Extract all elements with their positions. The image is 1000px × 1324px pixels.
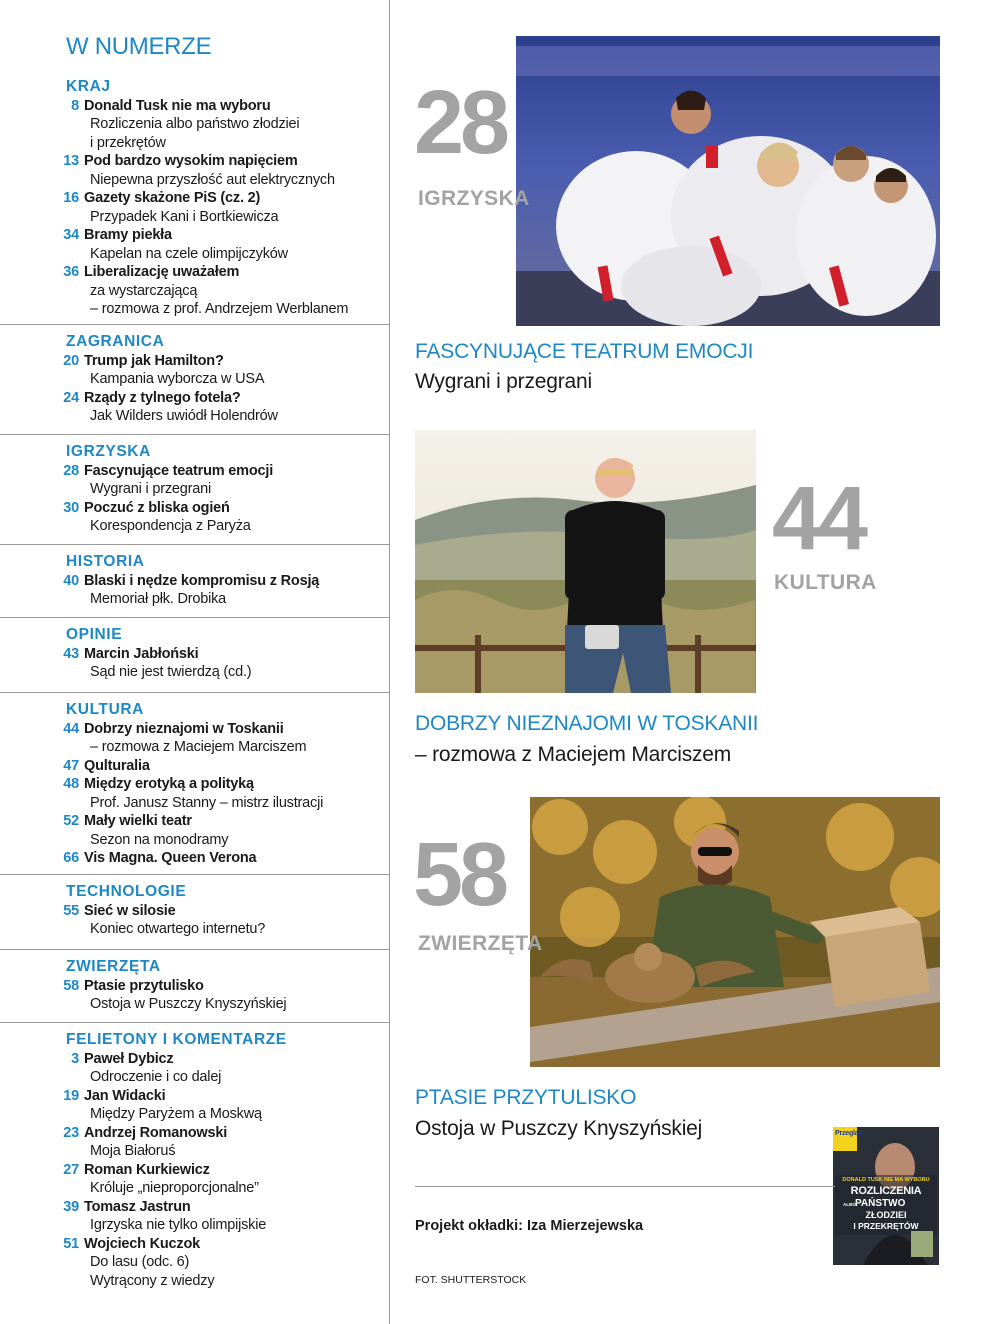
article-subtitle: Wygrani i przegrani: [90, 481, 211, 497]
article-subtitle: Kampania wyborcza w USA: [90, 371, 265, 387]
toc-entry-line: [0, 1050, 390, 1069]
article-title: Poczuć z bliska ogień: [84, 499, 230, 516]
page-number: 39: [63, 1198, 79, 1215]
feature-title-3[interactable]: PTASIE PRZYTULISKO: [415, 1086, 637, 1109]
feature-number-28: 28: [414, 73, 507, 173]
article-title: Vis Magna. Queen Verona: [84, 850, 257, 866]
toc-entry[interactable]: [0, 499, 390, 536]
article-title: Fascynujące teatrum emocji: [84, 462, 274, 479]
article-subtitle: Rozliczenia albo państwo złodziei: [90, 116, 300, 132]
article-subtitle: Niepewna przyszłość aut elektrycznych: [90, 171, 335, 188]
article-title: Qulturalia: [84, 757, 150, 774]
page-number: 28: [63, 462, 79, 479]
section-divider: [0, 544, 390, 545]
article-subtitle: Odroczenie i co dalej: [90, 1069, 222, 1085]
toc-entry-line: [0, 226, 390, 245]
toc-entry[interactable]: [0, 352, 390, 389]
toc-entry[interactable]: [0, 462, 390, 499]
page-number: 34: [63, 227, 79, 243]
article-title: Donald Tusk nie ma wyboru: [84, 97, 271, 114]
toc-section: [0, 333, 390, 426]
table-of-contents: [0, 0, 390, 1324]
toc-entry-line: [0, 757, 390, 776]
page-number: 30: [63, 499, 79, 516]
feature-category-zwierzeta: ZWIERZĘTA: [418, 932, 543, 955]
page-number: 13: [63, 153, 79, 169]
feature-subtitle-3: Ostoja w Puszczy Knyszyńskiej: [415, 1117, 703, 1140]
toc-entry-line: [0, 902, 390, 921]
toc-entry[interactable]: [0, 97, 390, 153]
article-subtitle: Wytrącony z wiedzy: [90, 1272, 215, 1289]
toc-entry[interactable]: [0, 263, 390, 319]
photo-credit: FOT. SHUTTERSTOCK: [415, 1274, 527, 1286]
toc-entry-line: [0, 1235, 390, 1254]
article-title: Liberalizację uważałem: [84, 264, 240, 280]
feature-category-igrzyska: IGRZYSKA: [418, 187, 530, 210]
article-subtitle: Korespondencja z Paryża: [90, 518, 251, 534]
article-subtitle: Prof. Janusz Stanny – mistrz ilustracji: [90, 794, 324, 811]
toc-entry-line: [0, 189, 390, 208]
cover-headline-1: ROZLICZENIA: [850, 1185, 922, 1197]
page-number: 40: [63, 572, 79, 589]
toc-entry[interactable]: [0, 1235, 390, 1291]
section-heading: FELIETONY I KOMENTARZE: [66, 1031, 287, 1048]
fencers-image: [516, 36, 940, 326]
page-number: 55: [63, 902, 79, 919]
article-title: Paweł Dybicz: [84, 1050, 174, 1067]
magazine-cover-thumbnail[interactable]: [833, 1127, 939, 1265]
article-subtitle: Moja Białoruś: [90, 1143, 176, 1159]
article-title: Roman Kurkiewicz: [84, 1161, 210, 1178]
article-title: Sieć w silosie: [84, 902, 176, 919]
toc-entry[interactable]: [0, 572, 390, 609]
toc-entry-line: [0, 152, 390, 171]
toc-section: [0, 883, 390, 939]
page-number: 36: [63, 264, 79, 280]
page-number: 23: [63, 1124, 79, 1141]
toc-entry[interactable]: [0, 189, 390, 226]
page-number: 19: [63, 1087, 79, 1104]
article-title: Wojciech Kuczok: [84, 1235, 200, 1252]
page-number: 48: [63, 776, 79, 792]
article-subtitle: Igrzyska nie tylko olimpijskie: [90, 1217, 267, 1233]
page-number: 24: [63, 389, 79, 406]
toc-section: [0, 443, 390, 536]
cover-design-credit: Projekt okładki: Iza Mierzejewska: [415, 1218, 644, 1234]
feature-title-2[interactable]: DOBRZY NIEZNAJOMI W TOSKANII: [415, 712, 759, 735]
toc-entry-line: [0, 720, 390, 739]
article-subtitle: Jak Wilders uwiódł Holendrów: [90, 408, 278, 424]
cover-headline-2: PAŃSTWO: [855, 1198, 906, 1209]
section-heading: HISTORIA: [66, 553, 145, 570]
section-heading: ZWIERZĘTA: [66, 958, 161, 975]
feature-subtitle-2: – rozmowa z Maciejem Marciszem: [415, 743, 732, 766]
section-divider: [0, 949, 390, 950]
section-divider: [0, 617, 390, 618]
article-subtitle: Kapelan na czele olimpijczyków: [90, 245, 288, 262]
toc-entry[interactable]: [0, 757, 390, 776]
article-subtitle: za wystarczającą: [90, 282, 198, 299]
feature-title-1[interactable]: FASCYNUJĄCE TEATRUM EMOCJI: [415, 340, 754, 363]
page-number: 3: [71, 1050, 79, 1067]
toc-section: [0, 553, 390, 609]
toc-entry[interactable]: [0, 1198, 390, 1235]
article-title: Rządy z tylnego fotela?: [84, 389, 241, 406]
article-title: Marcin Jabłoński: [84, 645, 199, 662]
toc-entry-line: [0, 1161, 390, 1180]
article-title: Andrzej Romanowski: [84, 1124, 228, 1141]
page-number: 66: [63, 850, 79, 866]
toc-entry[interactable]: [0, 849, 390, 868]
tuscany-image: [415, 430, 756, 693]
section-heading: OPINIE: [66, 626, 123, 643]
page-number: 27: [63, 1161, 79, 1178]
article-subtitle: Króluje „nieproporcjonalne”: [90, 1180, 259, 1196]
page-number: 51: [63, 1235, 79, 1252]
toc-entry[interactable]: [0, 645, 390, 682]
toc-entry-line: [0, 499, 390, 518]
cover-headline-4: I PRZEKRĘTÓW: [853, 1221, 919, 1231]
feature-number-58: 58: [413, 825, 506, 925]
cover-masthead: Przegląd: [835, 1130, 863, 1137]
toc-entry-line: [0, 462, 390, 481]
toc-entry[interactable]: [0, 1161, 390, 1198]
article-subtitle: – rozmowa z Maciejem Marciszem: [90, 739, 307, 755]
section-heading: KULTURA: [66, 701, 144, 718]
toc-entry-line: [0, 645, 390, 664]
toc-entry-line: [0, 97, 390, 116]
toc-entry-line: [0, 1087, 390, 1106]
feature-photo-tuscany[interactable]: [415, 430, 756, 693]
section-heading: ZAGRANICA: [66, 333, 165, 350]
section-divider: [0, 324, 390, 325]
toc-entry-line: [0, 849, 390, 868]
toc-entry-line: [0, 263, 390, 282]
article-title: Między erotyką a polityką: [84, 776, 254, 792]
feature-subtitle-1: Wygrani i przegrani: [415, 370, 592, 393]
toc-title: W NUMERZE: [66, 33, 212, 60]
toc-entry[interactable]: [0, 1050, 390, 1087]
article-title: Dobrzy nieznajomi w Toskanii: [84, 720, 284, 737]
feature-photo-owl[interactable]: [530, 797, 940, 1067]
page-number: 58: [63, 977, 79, 994]
page-number: 8: [71, 97, 79, 114]
toc-entry[interactable]: [0, 812, 390, 849]
toc-entry[interactable]: [0, 720, 390, 757]
section-heading: TECHNOLOGIE: [66, 883, 187, 900]
toc-entry-line: [0, 572, 390, 591]
article-title: Gazety skażone PiS (cz. 2): [84, 190, 261, 206]
article-subtitle: Koniec otwartego internetu?: [90, 921, 266, 937]
page-number: 43: [63, 645, 79, 662]
page-number: 16: [63, 190, 79, 206]
article-title: Bramy piekła: [84, 227, 172, 243]
toc-entry-line: [0, 1198, 390, 1217]
article-title: Jan Widacki: [84, 1087, 166, 1104]
page-number: 20: [63, 352, 79, 369]
cover-headline-3: ZŁODZIEI: [865, 1210, 907, 1220]
article-subtitle: Do lasu (odc. 6): [90, 1254, 190, 1270]
toc-section: [0, 701, 390, 868]
toc-section: [0, 78, 390, 319]
article-subtitle: Memoriał płk. Drobika: [90, 591, 227, 607]
article-subtitle: Sąd nie jest twierdzą (cd.): [90, 664, 252, 680]
toc-entry-line: [0, 389, 390, 408]
article-subtitle: i przekrętów: [90, 134, 166, 151]
section-heading: IGRZYSKA: [66, 443, 151, 460]
cover-headline-small: DONALD TUSK NIE MA WYBORU: [842, 1177, 930, 1183]
article-subtitle: – rozmowa z prof. Andrzejem Werblanem: [90, 301, 349, 317]
toc-entry[interactable]: [0, 1124, 390, 1161]
toc-entry-line: [0, 775, 390, 794]
article-title: Tomasz Jastrun: [84, 1198, 191, 1215]
cover-headline-albo: ALBO: [843, 1202, 856, 1207]
toc-section: [0, 958, 390, 1014]
toc-entry-line: [0, 352, 390, 371]
toc-entry[interactable]: [0, 902, 390, 939]
section-divider: [0, 874, 390, 875]
article-title: Ptasie przytulisko: [84, 977, 204, 994]
article-title: Pod bardzo wysokim napięciem: [84, 153, 298, 169]
feature-number-44: 44: [772, 469, 865, 569]
toc-entry[interactable]: [0, 775, 390, 812]
toc-entry[interactable]: [0, 152, 390, 189]
article-subtitle: Między Paryżem a Moskwą: [90, 1106, 262, 1122]
feature-category-kultura: KULTURA: [774, 571, 877, 594]
toc-entry-line: [0, 1124, 390, 1143]
section-divider: [0, 692, 390, 693]
section-divider: [0, 1022, 390, 1023]
toc-entry[interactable]: [0, 977, 390, 1014]
page-number: 47: [63, 757, 79, 774]
article-title: Trump jak Hamilton?: [84, 352, 224, 369]
toc-section: [0, 626, 390, 682]
owl-image: [530, 797, 940, 1067]
page-number: 44: [63, 720, 79, 737]
toc-entry[interactable]: [0, 1087, 390, 1124]
article-subtitle: Przypadek Kani i Bortkiewicza: [90, 208, 279, 225]
article-subtitle: Sezon na monodramy: [90, 831, 229, 848]
toc-section: [0, 1031, 390, 1290]
article-subtitle: Ostoja w Puszczy Knyszyńskiej: [90, 996, 287, 1012]
feature-photo-fencers[interactable]: [516, 36, 940, 326]
article-title: Mały wielki teatr: [84, 813, 192, 829]
toc-entry-line: [0, 812, 390, 831]
page-number: 52: [63, 813, 79, 829]
toc-entry-line: [0, 977, 390, 996]
article-title: Blaski i nędze kompromisu z Rosją: [84, 572, 320, 589]
credits-divider: [415, 1186, 835, 1187]
section-heading: KRAJ: [66, 78, 111, 95]
toc-entry[interactable]: [0, 226, 390, 263]
toc-entry[interactable]: [0, 389, 390, 426]
section-divider: [0, 434, 390, 435]
